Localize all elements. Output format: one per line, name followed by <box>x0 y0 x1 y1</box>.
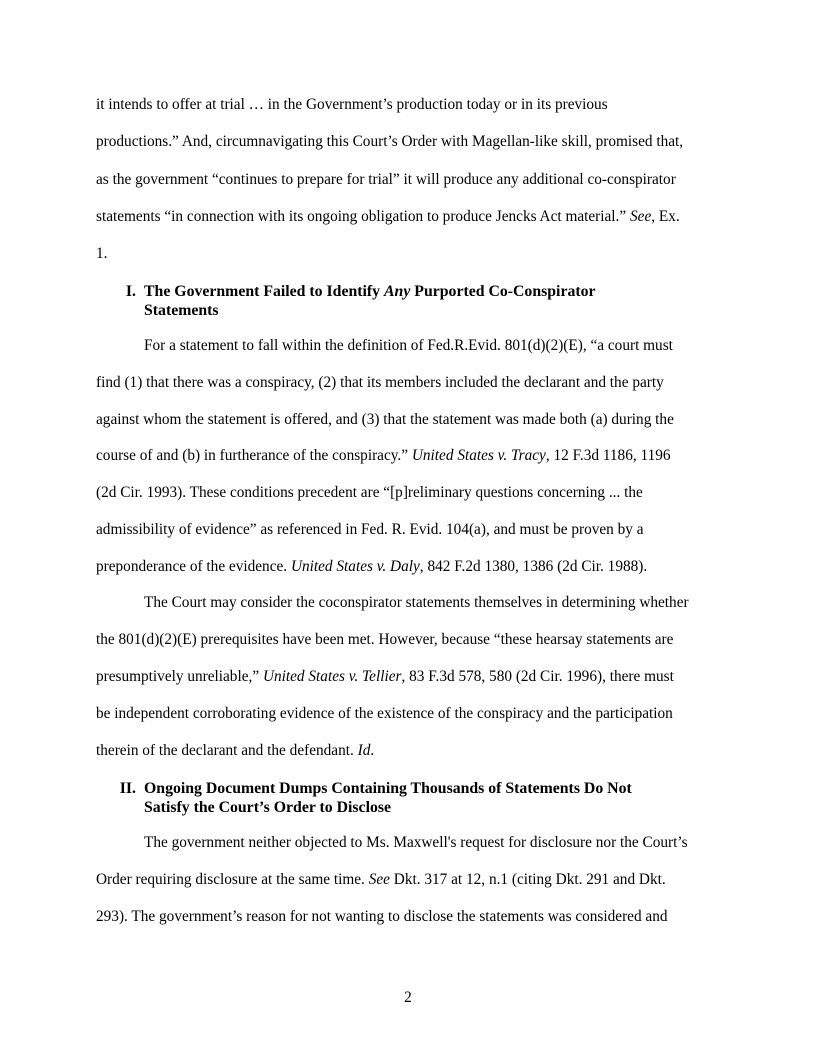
text-run: statements “in connection with its ongoing obligation to produce Jencks Act material.” <box>96 208 630 225</box>
text-line: be independent corroborating evidence of the existence of the conspiracy and the participation <box>96 705 673 722</box>
section-number: II. <box>119 780 136 797</box>
text-line: (2d Cir. 1993). These conditions precedent are “[p]reliminary questions concerning ... the <box>96 484 643 501</box>
emphasis: Any <box>384 283 411 300</box>
text-line: it intends to offer at trial … in the Government’s production today or in its previous <box>96 96 608 113</box>
text-run: presumptively unreliable,” <box>96 668 263 685</box>
section-title-line: Statements <box>144 302 219 319</box>
text-line: against whom the statement is offered, and (3) that the statement was made both (a) during the <box>96 411 674 428</box>
text-line: the 801(d)(2)(E) prerequisites have been met. However, because “these hearsay statements are <box>96 631 674 648</box>
citation-signal: Id <box>357 742 371 759</box>
text-line <box>96 558 647 576</box>
text-run: . <box>370 742 375 759</box>
section-title-line <box>144 282 596 301</box>
case-citation: United States v. Tellier <box>262 668 402 685</box>
text-run: Order requiring disclosure at the same time. <box>96 871 369 888</box>
text-line <box>96 668 674 686</box>
case-citation: United States v. Daly <box>290 558 420 575</box>
case-citation: United States v. Tracy <box>411 447 546 464</box>
text-line <box>96 447 671 465</box>
text-line: admissibility of evidence” as referenced in Fed. R. Evid. 104(a), and must be proven by a <box>96 521 644 538</box>
section-title-line: Satisfy the Court’s Order to Disclose <box>144 799 392 816</box>
text-line <box>96 871 666 889</box>
text-run: The Government Failed to Identify <box>144 283 385 300</box>
text-run: , 842 F.2d 1380, 1386 (2d Cir. 1988). <box>419 558 648 575</box>
text-run: therein of the declarant and the defendant. <box>96 742 358 759</box>
text-run: preponderance of the evidence. <box>96 558 291 575</box>
text-line: productions.” And, circumnavigating this Court’s Order with Magellan-like skill, promised that, <box>96 133 684 150</box>
text-run: Dkt. 317 at 12, n.1 (citing Dkt. 291 and Dkt. <box>389 871 666 888</box>
text-run: Purported Co-Conspirator <box>410 283 596 300</box>
text-run: , 12 F.3d 1186, 1196 <box>545 447 671 464</box>
page-number: 2 <box>404 989 412 1006</box>
text-line: find (1) that there was a conspiracy, (2) that its members included the declarant and the party <box>96 374 664 391</box>
text-line <box>96 208 680 226</box>
text-run: , 83 F.3d 578, 580 (2d Cir. 1996), there must <box>401 668 674 685</box>
section-number: I. <box>125 283 136 300</box>
text-line <box>96 742 374 760</box>
text-run: course of and (b) in furtherance of the conspiracy.” <box>96 447 412 464</box>
text-line: For a statement to fall within the definition of Fed.R.Evid. 801(d)(2)(E), “a court must <box>144 337 673 354</box>
text-line: as the government “continues to prepare for trial” it will produce any additional co-conspirator <box>96 171 676 188</box>
section-title-line: Ongoing Document Dumps Containing Thousands of Statements Do Not <box>144 780 632 797</box>
citation-signal: See <box>630 208 652 225</box>
text-line: 1. <box>96 245 108 262</box>
text-line: The Court may consider the coconspirator statements themselves in determining whether <box>144 594 689 611</box>
text-run: , Ex. <box>651 208 680 225</box>
text-line: The government neither objected to Ms. Maxwell's request for disclosure nor the Court’s <box>144 834 688 851</box>
citation-signal: See <box>368 871 390 888</box>
text-line: 293). The government’s reason for not wanting to disclose the statements was considered and <box>96 908 668 925</box>
